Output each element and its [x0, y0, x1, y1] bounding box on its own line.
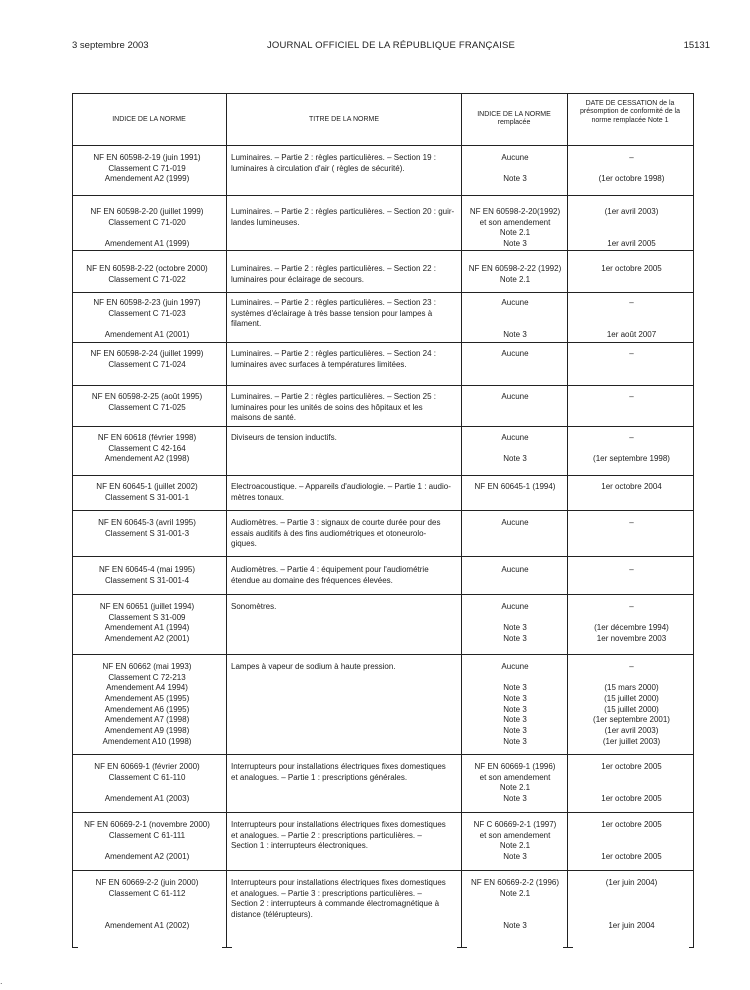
- row-1-cessation: [569, 153, 694, 185]
- indice-line: [72, 910, 222, 921]
- row-rule: [72, 510, 694, 511]
- remplacee-line: Note 3: [503, 736, 527, 746]
- cessation-line: (15 mars 2000): [604, 683, 659, 693]
- indice-line: Amendement A9 (1998): [104, 726, 190, 736]
- indice-line: Classement S 31-001-1: [104, 492, 190, 502]
- column-rule-3: [567, 93, 568, 948]
- row-15-titre: [231, 878, 459, 921]
- row-6-cessation: [569, 392, 694, 403]
- cessation-line: 1er octobre 2005: [601, 264, 662, 273]
- row-rule: [72, 556, 694, 557]
- remplacee-line: Note 3: [503, 704, 527, 714]
- row-rule: [72, 812, 694, 813]
- cessation-line: 1er avril 2005: [607, 239, 656, 249]
- page-header: [72, 40, 710, 56]
- continuation-tick: [689, 947, 694, 948]
- row-8-remplacee: [463, 482, 567, 493]
- indice-line: Classement C 71-025: [108, 402, 186, 412]
- indice-line: Classement C 71-022: [108, 274, 186, 284]
- remplacee-line: Note 3: [503, 239, 527, 249]
- indice-line: Classement C 61-110: [108, 772, 186, 782]
- indice-line: Classement C 71-019: [108, 163, 186, 173]
- indice-line: Amendement A7 (1998): [104, 715, 190, 725]
- indice-line: Amendement A1 (1999): [104, 239, 190, 249]
- indice-line: Amendement A1 (2003): [104, 794, 190, 804]
- row-2-indice: [72, 207, 222, 250]
- cessation-line: [569, 309, 694, 320]
- row-3-cessation: [569, 264, 694, 275]
- titre-line: distance (télérupteurs).: [231, 910, 313, 920]
- indice-line: Classement C 71-020: [108, 217, 186, 227]
- remplacee-line: [463, 444, 567, 455]
- indice-line: Classement C 72-213: [108, 672, 186, 682]
- remplacee-line: NF EN 60598-2-22 (1992): [468, 264, 562, 273]
- col-header-cessation: DATE DE CESSATION de la présomption de conformité de la norme remplacée Note 1: [580, 100, 680, 124]
- header-rule: [72, 145, 694, 146]
- row-12-titre: [231, 662, 459, 673]
- row-14-titre: [231, 820, 459, 852]
- indice-line: [72, 841, 222, 852]
- remplacee-line: [463, 613, 567, 624]
- row-7-titre: [231, 433, 459, 444]
- indice-line: Amendement A6 (1995): [104, 704, 190, 714]
- indice-line: Classement S 31-009: [108, 612, 186, 622]
- row-rule: [72, 594, 694, 595]
- titre-line: Interrupteurs pour installations électriques fixes domestiques: [231, 878, 446, 887]
- indice-line: Classement C 71-024: [108, 359, 186, 369]
- remplacee-line: Note 3: [503, 683, 527, 693]
- remplacee-line: Note 3: [503, 852, 527, 862]
- page-number: 15131: [683, 40, 710, 51]
- indice-line: NF EN 60645-1 (juillet 2002): [96, 482, 198, 491]
- titre-line: luminaires avec surfaces à températures limitées.: [231, 359, 407, 369]
- cessation-line: –: [629, 518, 634, 527]
- row-11-cessation: [569, 602, 694, 645]
- titre-line: Luminaires. – Partie 2 : règles particulières. – Section 22 :: [231, 264, 436, 273]
- col-header-indice: INDICE DE LA NORME: [112, 116, 186, 123]
- remplacee-line: NF C 60669-2-1 (1997): [473, 820, 557, 829]
- titre-line: Interrupteurs pour installations électriques fixes domestiques: [231, 820, 446, 829]
- remplacee-line: Note 3: [503, 623, 527, 633]
- cessation-line: 1er octobre 2005: [601, 794, 662, 804]
- cessation-line: [569, 783, 694, 794]
- row-9-remplacee: [463, 518, 567, 529]
- indice-line: Amendement A2 (2001): [104, 634, 190, 644]
- titre-line: Diviseurs de tension inductifs.: [231, 433, 337, 442]
- titre-line: essais auditifs à des fins audiométriques et otoneurolo-: [231, 528, 427, 538]
- indice-line: Amendement A1 (1994): [104, 623, 190, 633]
- titre-line: Section 1 : interrupteurs électroniques.: [231, 841, 368, 851]
- remplacee-line: [463, 309, 567, 320]
- cessation-line: [569, 831, 694, 842]
- row-8-indice: [72, 482, 222, 503]
- row-rule: [72, 250, 694, 251]
- remplacee-line: Aucune: [501, 518, 529, 527]
- titre-line: Luminaires. – Partie 2 : règles particulières. – Section 23 :: [231, 298, 436, 307]
- indice-line: Amendement A1 (2001): [104, 330, 190, 340]
- row-10-cessation: [569, 565, 694, 576]
- column-rule-2: [461, 93, 462, 948]
- row-14-cessation: [569, 820, 694, 863]
- column-rule-1: [226, 93, 227, 948]
- row-3-indice: [72, 264, 222, 285]
- indice-line: Classement S 31-001-3: [104, 528, 190, 538]
- cessation-line: [569, 889, 694, 900]
- row-rule: [72, 475, 694, 476]
- remplacee-line: Aucune: [501, 602, 529, 611]
- cessation-line: (1er octobre 1998): [598, 174, 665, 184]
- row-15-cessation: [569, 878, 694, 931]
- remplacee-line: et son amendement: [479, 830, 551, 840]
- remplacee-line: NF EN 60598-2-20(1992): [469, 207, 561, 216]
- remplacee-line: Note 2.1: [499, 274, 531, 284]
- row-14-indice: [72, 820, 222, 863]
- remplacee-line: Note 3: [503, 694, 527, 704]
- continuation-tick: [222, 947, 232, 948]
- row-rule: [72, 195, 694, 196]
- col-header-titre: TITRE DE LA NORME: [308, 116, 379, 123]
- continuation-tick: [457, 947, 467, 948]
- row-4-remplacee: [463, 298, 567, 341]
- titre-line: Luminaires. – Partie 2 : règles particulières. – Section 24 :: [231, 349, 436, 358]
- remplacee-line: Aucune: [501, 153, 529, 162]
- titre-line: Section 2 : interrupteurs à commande électromagnétique à: [231, 899, 440, 909]
- remplacee-line: Note 2.1: [499, 228, 531, 238]
- row-rule: [72, 342, 694, 343]
- cessation-line: [569, 910, 694, 921]
- remplacee-line: [463, 673, 567, 684]
- titre-line: Electroacoustique. – Appareils d'audiologie. – Partie 1 : audio-: [231, 482, 451, 491]
- row-7-remplacee: [463, 433, 567, 465]
- row-rule: [72, 754, 694, 755]
- indice-line: NF EN 60645-4 (mai 1995): [98, 565, 196, 574]
- remplacee-line: et son amendement: [479, 772, 551, 782]
- cessation-line: –: [629, 392, 634, 401]
- row-6-remplacee: [463, 392, 567, 403]
- titre-line: luminaires pour les unités de soins des hôpitaux et les: [231, 402, 423, 412]
- cessation-line: –: [629, 662, 634, 671]
- cessation-line: –: [629, 565, 634, 574]
- titre-line: landes lumineuses.: [231, 217, 300, 227]
- row-9-cessation: [569, 518, 694, 529]
- continuation-tick: [72, 947, 78, 948]
- remplacee-line: Aucune: [501, 565, 529, 574]
- row-5-cessation: [569, 349, 694, 360]
- row-11-indice: [72, 602, 222, 645]
- titre-line: et analogues. – Partie 1 : prescriptions générales.: [231, 772, 408, 782]
- cessation-line: 1er juin 2004: [608, 920, 655, 930]
- remplacee-line: Aucune: [501, 349, 529, 358]
- row-14-remplacee: [463, 820, 567, 863]
- titre-line: Interrupteurs pour installations électriques fixes domestiques: [231, 762, 446, 771]
- remplacee-line: Note 3: [503, 715, 527, 725]
- remplacee-line: [463, 899, 567, 910]
- indice-line: NF EN 60669-2-2 (juin 2000): [95, 878, 199, 887]
- remplacee-line: Note 3: [503, 634, 527, 644]
- cessation-line: 1er octobre 2005: [601, 762, 662, 771]
- row-10-indice: [72, 565, 222, 586]
- titre-line: Audiomètres. – Partie 4 : équipement pour l'audiométrie: [231, 565, 429, 574]
- row-15-indice: [72, 878, 222, 931]
- col-header-remplacee: INDICE DE LA NORME remplacée: [477, 111, 551, 127]
- titre-line: luminaires pour éclairage de secours.: [231, 274, 364, 284]
- indice-line: NF EN 60598-2-23 (juin 1997): [93, 298, 201, 307]
- row-12-indice: [72, 662, 222, 748]
- indice-line: NF EN 60598-2-25 (août 1995): [91, 392, 203, 401]
- remplacee-line: Note 3: [503, 330, 527, 340]
- table-border-top: [72, 93, 694, 94]
- row-10-titre: [231, 565, 459, 586]
- row-8-titre: [231, 482, 459, 503]
- issue-date: 3 septembre 2003: [72, 40, 149, 51]
- indice-line: Classement S 31-001-4: [104, 575, 190, 585]
- row-6-indice: [72, 392, 222, 413]
- indice-line: Amendement A1 (2002): [104, 920, 190, 930]
- row-11-titre: [231, 602, 459, 613]
- row-13-cessation: [569, 762, 694, 805]
- remplacee-line: Note 3: [503, 454, 527, 464]
- titre-line: luminaires à circulation d'air ( règles de sécurité).: [231, 163, 405, 173]
- remplacee-line: et son amendement: [479, 217, 551, 227]
- cessation-line: –: [629, 153, 634, 162]
- cessation-line: (1er décembre 1994): [594, 623, 669, 633]
- cessation-line: –: [629, 433, 634, 442]
- row-9-indice: [72, 518, 222, 539]
- cessation-line: [569, 841, 694, 852]
- remplacee-line: Note 2.1: [499, 888, 531, 898]
- row-9-titre: [231, 518, 459, 550]
- cessation-line: –: [629, 349, 634, 358]
- row-12-cessation: [569, 662, 694, 748]
- indice-line: Classement C 71-023: [108, 308, 186, 318]
- row-10-remplacee: [463, 565, 567, 576]
- row-13-titre: [231, 762, 459, 783]
- row-5-titre: [231, 349, 459, 370]
- remplacee-line: [463, 319, 567, 330]
- indice-line: Amendement A2 (2001): [104, 852, 190, 862]
- row-2-remplacee: [463, 207, 567, 250]
- remplacee-line: Aucune: [501, 298, 529, 307]
- margin-mark: .: [0, 976, 3, 986]
- indice-line: NF EN 60598-2-22 (octobre 2000): [86, 264, 208, 273]
- indice-line: NF EN 60662 (mai 1993): [102, 662, 192, 671]
- indice-line: Classement C 61-111: [108, 830, 186, 840]
- cessation-line: (1er avril 2003): [604, 207, 659, 216]
- remplacee-line: [463, 164, 567, 175]
- row-1-titre: [231, 153, 459, 174]
- indice-line: Amendement A10 (1998): [102, 736, 192, 746]
- row-rule: [72, 654, 694, 655]
- remplacee-line: Note 3: [503, 726, 527, 736]
- cessation-line: [569, 899, 694, 910]
- remplacee-line: Note 3: [503, 920, 527, 930]
- remplacee-line: Note 3: [503, 794, 527, 804]
- cessation-line: [569, 444, 694, 455]
- titre-line: systèmes d'éclairage à très basse tension pour lampes à: [231, 308, 433, 318]
- remplacee-line: NF EN 60645-1 (1994): [474, 482, 556, 491]
- indice-line: Amendement A2 (1999): [104, 174, 190, 184]
- remplacee-line: Note 2.1: [499, 783, 531, 793]
- cessation-line: [569, 319, 694, 330]
- row-1-remplacee: [463, 153, 567, 185]
- indice-line: Classement C 61-112: [108, 888, 186, 898]
- cessation-line: (15 juillet 2000): [604, 694, 659, 704]
- indice-line: NF EN 60598-2-24 (juillet 1999): [90, 349, 204, 358]
- row-6-titre: [231, 392, 459, 424]
- indice-line: NF EN 60598-2-20 (juillet 1999): [90, 207, 204, 216]
- indice-line: NF EN 60645-3 (avril 1995): [98, 518, 196, 527]
- indice-line: [72, 899, 222, 910]
- indice-line: [72, 783, 222, 794]
- row-rule: [72, 292, 694, 293]
- cessation-line: (1er avril 2003): [604, 726, 659, 736]
- indice-line: NF EN 60669-2-1 (novembre 2000): [84, 820, 210, 829]
- row-13-remplacee: [463, 762, 567, 805]
- row-rule: [72, 385, 694, 386]
- titre-line: Sonomètres.: [231, 602, 277, 611]
- row-3-remplacee: [463, 264, 567, 285]
- cessation-line: [569, 218, 694, 229]
- cessation-line: 1er août 2007: [606, 330, 657, 340]
- remplacee-line: Note 2.1: [499, 841, 531, 851]
- row-11-remplacee: [463, 602, 567, 645]
- row-15-remplacee: [463, 878, 567, 931]
- titre-line: Lampes à vapeur de sodium à haute pression.: [231, 662, 396, 671]
- row-rule: [72, 870, 694, 871]
- row-3-titre: [231, 264, 459, 285]
- row-8-cessation: [569, 482, 694, 493]
- cessation-line: [569, 228, 694, 239]
- titre-line: filament.: [231, 319, 262, 329]
- cessation-line: [569, 613, 694, 624]
- titre-line: Luminaires. – Partie 2 : règles particulières. – Section 25 :: [231, 392, 436, 401]
- titre-line: Luminaires. – Partie 2 : règles particulières. – Section 20 : guir-: [231, 207, 455, 216]
- journal-title: JOURNAL OFFICIEL DE LA RÉPUBLIQUE FRANÇAISE: [266, 40, 516, 51]
- row-4-titre: [231, 298, 459, 330]
- cessation-line: –: [629, 298, 634, 307]
- titre-line: maisons de santé.: [231, 413, 296, 423]
- indice-line: NF EN 60651 (juillet 1994): [99, 602, 195, 611]
- row-1-indice: [72, 153, 222, 185]
- indice-line: Amendement A4 1994): [106, 683, 188, 693]
- row-7-indice: [72, 433, 222, 465]
- remplacee-line: NF EN 60669-1 (1996): [474, 762, 556, 771]
- indice-line: NF EN 60669-1 (février 2000): [94, 762, 200, 771]
- row-12-remplacee: [463, 662, 567, 748]
- row-5-remplacee: [463, 349, 567, 360]
- cessation-line: (1er juin 2004): [605, 878, 658, 887]
- cessation-line: 1er novembre 2003: [596, 634, 667, 644]
- remplacee-line: NF EN 60669-2-2 (1996): [470, 878, 560, 887]
- indice-line: NF EN 60618 (février 1998): [97, 433, 197, 442]
- row-rule: [72, 426, 694, 427]
- cessation-line: (1er septembre 1998): [593, 454, 670, 464]
- titre-line: Luminaires. – Partie 2 : règles particulières. – Section 19 :: [231, 153, 436, 162]
- titre-line: mètres tonaux.: [231, 492, 284, 502]
- titre-line: et analogues. – Partie 2 : prescriptions particulières. –: [231, 830, 422, 840]
- titre-line: étendue au domaine des fréquences élevées.: [231, 575, 393, 585]
- remplacee-line: Aucune: [501, 662, 529, 671]
- cessation-line: [569, 164, 694, 175]
- cessation-line: [569, 773, 694, 784]
- titre-line: et analogues. – Partie 3 : prescriptions particulières. –: [231, 888, 422, 898]
- row-5-indice: [72, 349, 222, 370]
- titre-line: giques.: [231, 539, 257, 549]
- cessation-line: 1er octobre 2005: [601, 820, 662, 829]
- cessation-line: (15 juillet 2000): [604, 704, 659, 714]
- standards-table: [72, 93, 694, 948]
- cessation-line: [569, 673, 694, 684]
- cessation-line: (1er juillet 2003): [602, 736, 661, 746]
- indice-line: NF EN 60598-2-19 (juin 1991): [93, 153, 201, 162]
- indice-line: [72, 228, 222, 239]
- titre-line: Audiomètres. – Partie 3 : signaux de courte durée pour des: [231, 518, 441, 527]
- indice-line: Classement C 42-164: [108, 443, 186, 453]
- continuation-tick: [563, 947, 573, 948]
- cessation-line: –: [629, 602, 634, 611]
- cessation-line: (1er septembre 2001): [593, 715, 670, 725]
- cessation-line: 1er octobre 2005: [601, 852, 662, 862]
- row-13-indice: [72, 762, 222, 805]
- remplacee-line: Aucune: [501, 433, 529, 442]
- row-7-cessation: [569, 433, 694, 465]
- remplacee-line: [463, 910, 567, 921]
- remplacee-line: Note 3: [503, 174, 527, 184]
- indice-line: Amendement A5 (1995): [104, 694, 190, 704]
- row-2-cessation: [569, 207, 694, 250]
- row-2-titre: [231, 207, 459, 228]
- indice-line: [72, 319, 222, 330]
- indice-line: Amendement A2 (1998): [104, 454, 190, 464]
- cessation-line: 1er octobre 2004: [601, 482, 662, 491]
- remplacee-line: Aucune: [501, 392, 529, 401]
- row-4-indice: [72, 298, 222, 341]
- row-4-cessation: [569, 298, 694, 341]
